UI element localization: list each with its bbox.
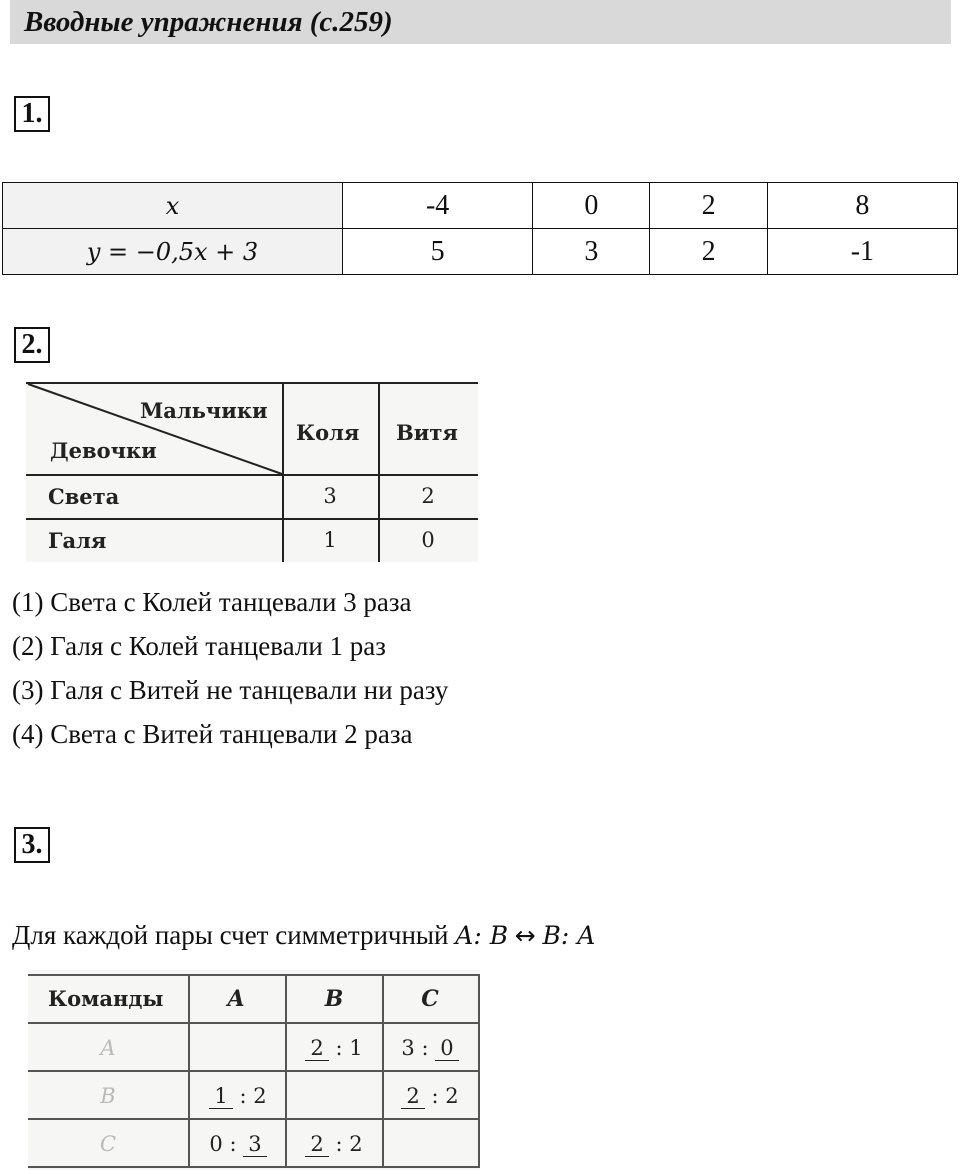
statement-2: (2) Галя с Колей танцевали 1 раз — [12, 631, 386, 661]
col-header-b: B — [324, 986, 344, 1012]
grid-line — [378, 382, 380, 562]
col-header-vitya: Витя — [396, 420, 458, 445]
y-value-4: -1 — [767, 229, 957, 275]
table-row — [3, 229, 958, 275]
dance-table — [26, 382, 478, 562]
exercise-2-number: 2. — [14, 327, 50, 363]
intro-math-right: B: A — [542, 921, 596, 950]
intro-math-left: A: B — [455, 921, 509, 950]
x-label-cell — [3, 183, 343, 229]
grid-line — [28, 1070, 480, 1072]
tournament-table — [28, 970, 480, 1170]
given-score: 3 : — [401, 1036, 429, 1060]
exercise-3-number: 3. — [14, 827, 50, 863]
score-a-c — [390, 1036, 470, 1060]
teams-header: Команды — [48, 986, 164, 1011]
given-score: : 2 — [431, 1084, 459, 1108]
y-value-3: 2 — [650, 229, 767, 275]
exercise-3-intro — [12, 918, 595, 953]
row-label-c: C — [99, 1132, 117, 1156]
grid-line — [285, 974, 287, 1168]
table-row — [3, 183, 958, 229]
grid-line — [188, 974, 190, 1168]
row-label-b: B — [100, 1084, 116, 1108]
section-title: Вводные упражнения (с.259) — [24, 6, 393, 38]
grid-line — [28, 1118, 480, 1120]
row-label-sveta: Света — [48, 484, 120, 509]
x-value-2: 0 — [533, 183, 650, 229]
score-c-a — [198, 1132, 278, 1156]
given-score: : 1 — [335, 1036, 363, 1060]
statement-3: (3) Галя с Витей не танцевали ни разу — [12, 675, 449, 705]
grid-line — [28, 1022, 480, 1024]
grid-line — [382, 974, 384, 1168]
corner-boys-label: Мальчики — [140, 398, 268, 423]
score-c-b — [294, 1132, 374, 1156]
row-label-galya: Галя — [48, 528, 107, 553]
cell-galya-kolya: 1 — [323, 528, 337, 552]
cell-galya-vitya: 0 — [421, 528, 435, 552]
score-b-a — [198, 1084, 278, 1108]
row-label-a: A — [100, 1036, 116, 1060]
col-header-c: C — [421, 986, 439, 1012]
x-value-1: -4 — [343, 183, 533, 229]
y-value-1: 5 — [343, 229, 533, 275]
grid-line — [478, 974, 480, 1168]
grid-line — [28, 1166, 480, 1168]
x-label: x — [165, 191, 180, 220]
x-value-3: 2 — [650, 183, 767, 229]
col-header-a: A — [227, 986, 245, 1012]
cell-sveta-kolya: 3 — [323, 484, 337, 508]
exercise-1-table — [2, 182, 958, 275]
col-header-kolya: Коля — [296, 420, 360, 445]
y-value-2: 3 — [533, 229, 650, 275]
score-b-c — [390, 1084, 470, 1108]
cell-sveta-vitya: 2 — [421, 484, 435, 508]
statement-1: (1) Света с Колей танцевали 3 раза — [12, 587, 412, 617]
filled-score: 2 — [305, 1036, 328, 1061]
y-label-cell — [3, 229, 343, 275]
filled-score: 3 — [243, 1132, 266, 1157]
x-value-4: 8 — [767, 183, 957, 229]
grid-line — [28, 974, 480, 976]
given-score: : 2 — [239, 1084, 267, 1108]
given-score: 0 : — [209, 1132, 237, 1156]
exercise-1-number: 1. — [14, 96, 50, 132]
score-a-b — [294, 1036, 374, 1060]
y-formula: y = −0,5x + 3 — [86, 237, 259, 266]
filled-score: 0 — [435, 1036, 458, 1061]
double-arrow-icon: ↔ — [514, 921, 536, 950]
intro-text: Для каждой пары счет симметричный — [12, 920, 449, 950]
grid-line — [26, 518, 478, 520]
section-header — [10, 0, 951, 44]
given-score: : 2 — [335, 1132, 363, 1156]
filled-score: 1 — [209, 1084, 232, 1109]
filled-score: 2 — [401, 1084, 424, 1109]
filled-score: 2 — [305, 1132, 328, 1157]
corner-girls-label: Девочки — [50, 438, 157, 463]
statement-4: (4) Света с Витей танцевали 2 раза — [12, 719, 413, 749]
